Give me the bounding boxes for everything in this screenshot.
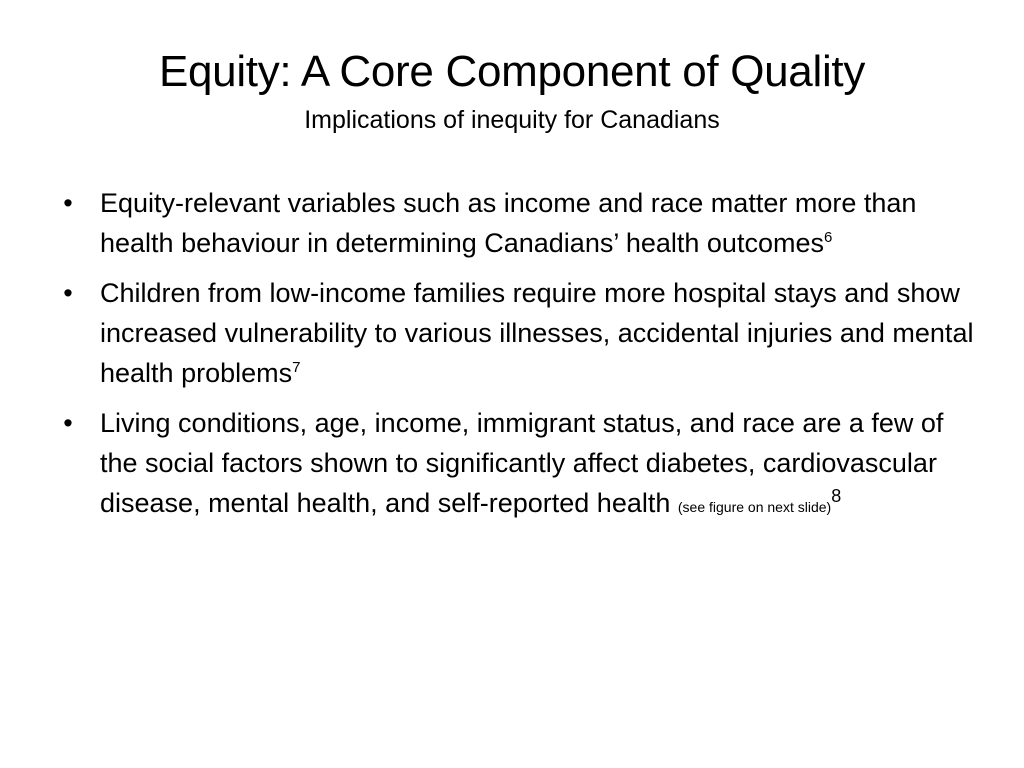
slide-subtitle: Implications of inequity for Canadians	[304, 106, 720, 134]
footnote-reference: 7	[292, 359, 301, 376]
bullet-item-income-race	[58, 183, 978, 263]
bullet-list	[58, 183, 978, 537]
bullet-text: Equity-relevant variables such as income and race matter more than health behaviour in determining Canadians’ health outcomes	[100, 188, 917, 258]
bullet-point-icon: •	[63, 188, 73, 218]
slide-title: Equity: A Core Component of Quality	[158, 47, 866, 96]
title-block	[40, 44, 984, 136]
footnote-reference: 6	[823, 229, 833, 246]
figure-note: (see figure on next slide)	[677, 499, 832, 515]
bullet-point-icon: •	[63, 278, 73, 308]
bullet-item-social-factors	[58, 403, 978, 527]
footnote-reference: 8	[831, 486, 842, 506]
bullet-point-icon: •	[63, 408, 73, 438]
bullet-item-low-income-children	[58, 273, 978, 393]
bullet-text: Living conditions, age, income, immigrant status, and race are a few of the social factors shown to significantly affect diabetes, cardiovascular disease, mental health, and self-reported health	[100, 408, 944, 518]
bullet-text: Children from low-income families require more hospital stays and show increased vulnerability to various illnesses, accidental injuries and mental health problems	[100, 278, 974, 388]
